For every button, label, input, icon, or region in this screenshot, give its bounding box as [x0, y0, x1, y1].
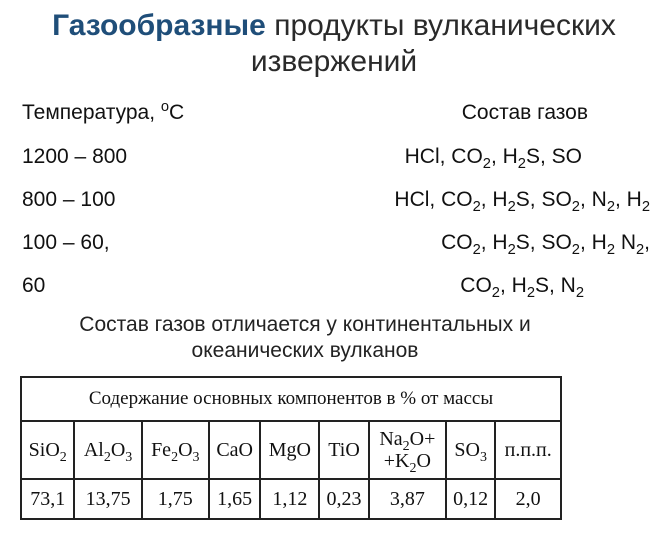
gas-composition: HCl, $CO_2$, $H_2S$, SO — [404, 145, 582, 173]
composition-table — [20, 376, 562, 520]
temperature-header: Температура, $^o$С — [22, 99, 185, 124]
table-cell: 3,87 — [369, 479, 446, 519]
column-header: $Na_2O+$ $+K_2O$ — [369, 421, 446, 479]
temperature-range: 100 – 60, — [22, 231, 110, 254]
table-cell: 1,75 — [142, 479, 209, 519]
table-caption: Содержание основных компонентов в % от массы — [21, 377, 561, 421]
column-header: $Al_2O_3$ — [74, 421, 141, 479]
gas-composition: $CO_2$, $H_2S$, $N_2$ — [460, 274, 584, 302]
page-title — [0, 8, 668, 80]
title-line2: извержений — [250, 45, 418, 78]
composition-header: Состав газов — [461, 101, 588, 124]
column-header: $Fe_2O_3$ — [142, 421, 209, 479]
temperature-range: 1200 – 800 — [22, 145, 128, 168]
gas-composition: HCl, $CO_2$, $H_2S$, $SO_2$, $N_2$, $H_2$ — [394, 188, 650, 216]
table-cell: 1,65 — [209, 479, 261, 519]
temperature-range: 60 — [22, 274, 46, 297]
column-header: п.п.п. — [495, 421, 561, 479]
column-header: MgO — [260, 421, 319, 479]
column-header: TiO — [319, 421, 368, 479]
temperature-range: 800 – 100 — [22, 188, 116, 211]
column-header: $SO_3$ — [446, 421, 495, 479]
table-cell: 0,12 — [446, 479, 495, 519]
table-cell: 73,1 — [21, 479, 74, 519]
table-cell: 1,12 — [260, 479, 319, 519]
degree-sign: o — [160, 99, 170, 115]
table-cell: 2,0 — [495, 479, 561, 519]
table-cell: 0,23 — [319, 479, 368, 519]
title-rest: продукты вулканических — [265, 9, 616, 42]
table-row — [21, 479, 561, 519]
table-header-row — [21, 421, 561, 479]
table-cell: 13,75 — [74, 479, 141, 519]
column-header: CaO — [209, 421, 261, 479]
gas-composition: $CO_2$, $H_2S$, $SO_2$, $H_2$ $N_2$, — [441, 231, 650, 259]
title-accent: Газообразные — [52, 9, 266, 42]
column-header: SiO$_2$ — [21, 421, 74, 479]
comparison-note: Состав газов отличается у континентальных и океанических вулканов — [79, 313, 531, 362]
